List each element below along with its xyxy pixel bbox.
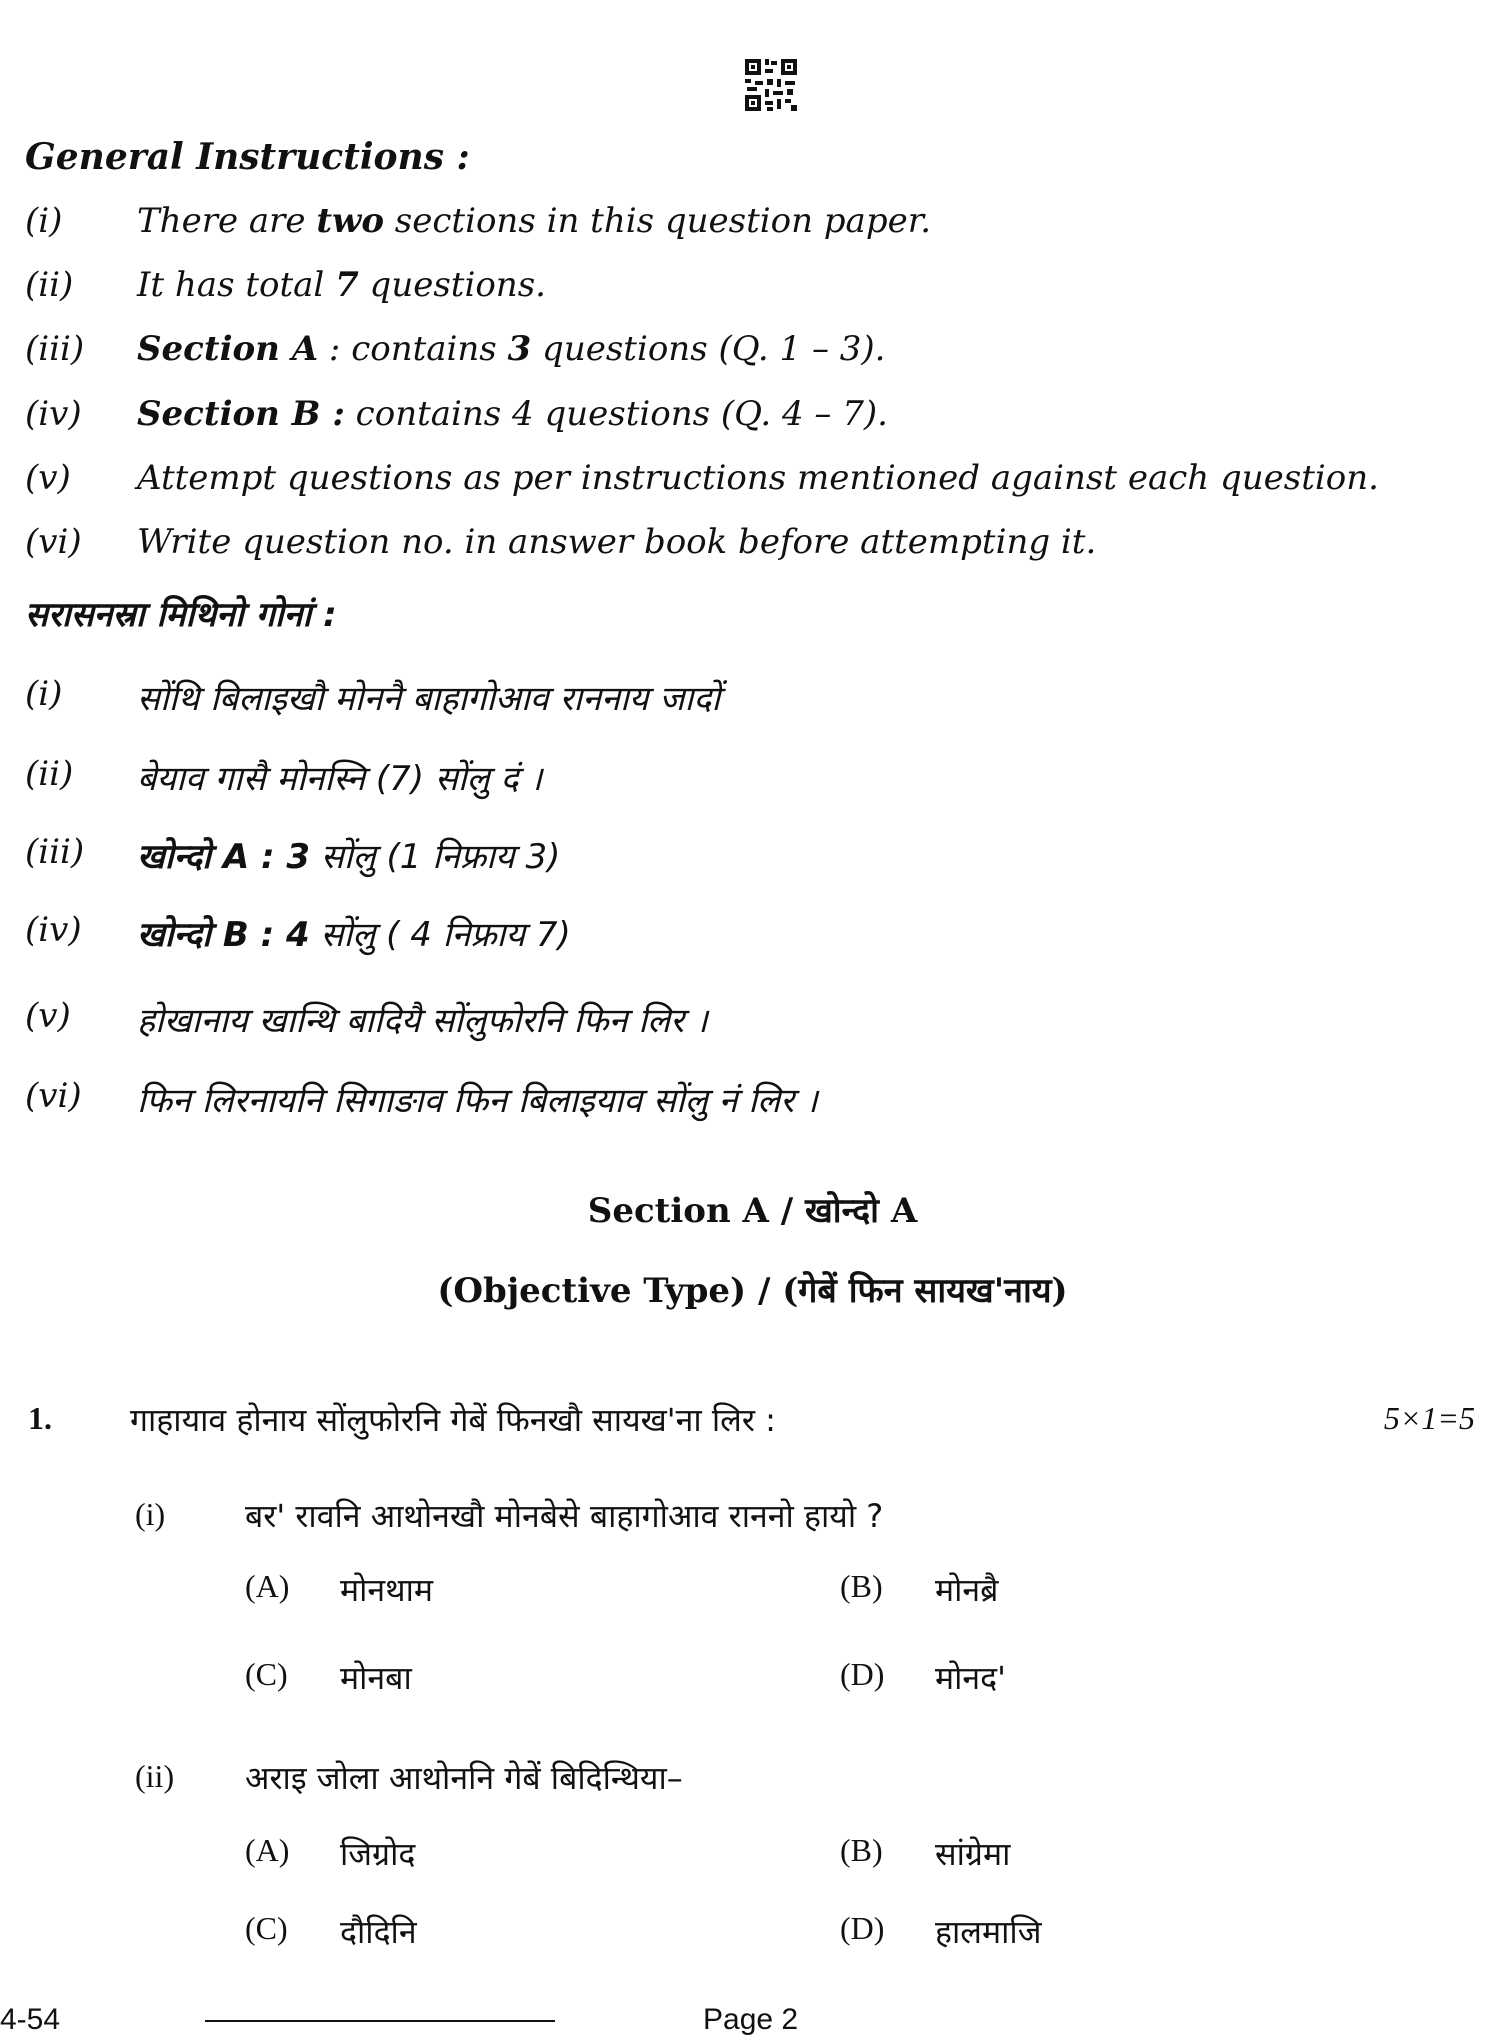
bodo-instruction-item	[25, 996, 1465, 1040]
bodo-instruction-item	[25, 1076, 1465, 1120]
question-number: 1.	[28, 1400, 52, 1436]
instruction-number: (ii)	[25, 265, 74, 305]
footer-divider	[205, 2020, 555, 2022]
instruction-text: खोन्दो B : 4 सोंलु ( 4 निफ्राय 7)	[137, 915, 571, 955]
section-title: Section A / खोन्दो A	[587, 1191, 918, 1231]
sub-question-text: अराइ जोला आथोननि गेबें बिदिन्थिया–	[245, 1759, 683, 1797]
instruction-number: (v)	[25, 996, 71, 1036]
bodo-instruction-item	[25, 754, 1465, 798]
instruction-text: बेयाव गासै मोनस्नि (7) सोंलु दं ।	[137, 759, 543, 799]
qr-code-icon	[743, 57, 799, 113]
instruction-text: होखानाय खान्थि बादियै सोंलुफोरनि फिन लिर ।	[137, 1001, 708, 1041]
sub-question-text: बर' रावनि आथोनखौ मोनबेसे बाहागोआव राननो हायो ?	[245, 1497, 884, 1535]
instruction-text: There are two sections in this question paper.	[137, 201, 932, 241]
instruction-text: फिन लिरनायनि सिगाङाव फिन बिलाइयाव सोंलु नं लिर ।	[137, 1081, 818, 1121]
exam-page: General Instructions : (i) There are two sections in this question paper. (ii) It has total 7 questions. (iii) Section A : contains 3 questions (Q. 1 – 3). (iv) Section B : contains 4 questions (Q. 4 – 7). (v) Attempt questions as per instructions mentioned against each question. (vi) Write question no. in answer book before attempting it. सरासनस्रा मिथिनो गोनां : (i) सोंथि बिलाइखौ मोननै बाहागोआव राननाय जादों (ii) बेयाव गासै मोनस्नि (7) सोंलु दं । (iii) खोन्दो A : 3 सोंलु (1 निफ्राय 3) (iv) खोन्दो B : 4 सोंलु ( 4 निफ्राय 7) (v) होखानाय खान्थि बादियै सोंलुफोरनि फिन लिर । (vi) फिन लिरनायनि सिगाङाव फिन बिलाइयाव सोंलु नं लिर । Section A / खोन्दो A (Objective Type) / (गेबें फिन सायख'नाय) 1. गाहायाव होनाय सोंलुफोरनि गेबें फिनखौ सायख'ना लिर : 5×1=5 (i) बर' रावनि आथोनखौ मोनबेसे बाहागोआव राननो हायो ? (A) मोनथाम (B) मोनब्रै (C) मोनबा (D) मोनद' (ii) अराइ जोला आथोननि गेबें बिदिन्थिया– (A) जिग्रोद (B) सांग्रेमा (C) दौदिनि (D) हालमाजि 4-54 Page 2	[0, 0, 1505, 2034]
section-subtitle: (Objective Type) / (गेबें फिन सायख'नाय)	[437, 1271, 1068, 1311]
sub-question-number: (ii)	[135, 1758, 175, 1794]
instruction-number: (vi)	[25, 1076, 82, 1116]
instruction-number: (iv)	[25, 394, 82, 434]
instruction-text: सोंथि बिलाइखौ मोननै बाहागोआव राननाय जादों	[137, 679, 721, 719]
instruction-item	[25, 329, 1465, 373]
sub-question-number: (i)	[135, 1496, 166, 1532]
instruction-text: खोन्दो A : 3 सोंलु (1 निफ्राय 3)	[137, 837, 561, 877]
instruction-number: (v)	[25, 458, 71, 498]
instruction-number: (i)	[25, 201, 63, 241]
instruction-text: Section A : contains 3 questions (Q. 1 – 3).	[137, 329, 886, 369]
general-instructions-heading: General Instructions :	[25, 136, 470, 178]
instruction-text: It has total 7 questions.	[137, 265, 546, 305]
instruction-number: (ii)	[25, 754, 74, 794]
question-marks: 5×1=5	[1383, 1400, 1475, 1436]
instruction-item	[25, 394, 1465, 438]
instruction-number: (iv)	[25, 910, 82, 950]
instruction-item	[25, 522, 1465, 566]
paper-code: 4-54	[0, 2003, 61, 2036]
instruction-text: Attempt questions as per instructions mentioned against each question.	[137, 458, 1379, 498]
instruction-item	[25, 458, 1465, 502]
instruction-number: (iii)	[25, 329, 85, 369]
bodo-instruction-item	[25, 832, 1465, 876]
question-text: गाहायाव होनाय सोंलुफोरनि गेबें फिनखौ सायख'ना लिर :	[130, 1401, 776, 1439]
instruction-item	[25, 265, 1465, 309]
instruction-text: Write question no. in answer book before attempting it.	[137, 522, 1097, 562]
instruction-number: (vi)	[25, 522, 82, 562]
instruction-text: Section B : contains 4 questions (Q. 4 – 7).	[137, 394, 888, 434]
instruction-number: (i)	[25, 674, 63, 714]
instruction-number: (iii)	[25, 832, 85, 872]
page-number: Page 2	[703, 2003, 799, 2036]
instruction-item	[25, 201, 1465, 245]
bodo-instructions-heading: सरासनस्रा मिथिनो गोनां :	[25, 595, 337, 635]
bodo-instruction-item	[25, 674, 1465, 718]
bodo-instruction-item	[25, 910, 1465, 954]
